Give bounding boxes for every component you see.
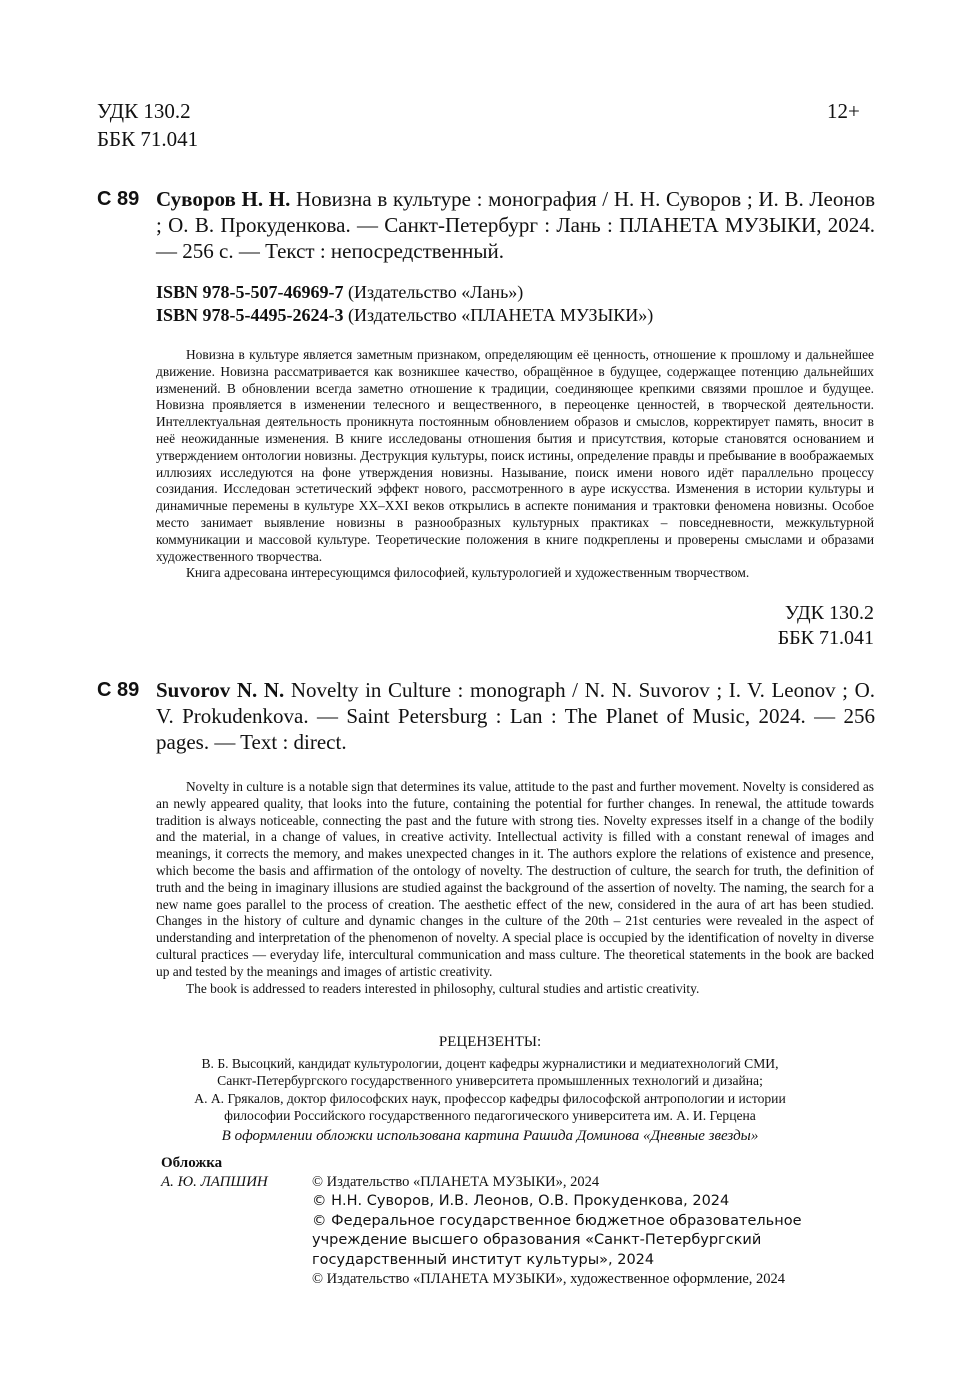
en-author: Suvorov N. N. [156,678,285,702]
copyright-line: учреждение высшего образования «Санкт-Петербургский [312,1232,762,1248]
ru-abstract-audience: Книга адресована интересующимся философией, культурологией и художественным творчеством. [186,565,750,581]
isbn-publisher: (Издательство «ПЛАНЕТА МУЗЫКИ») [343,305,654,325]
bbk-code: ББК 71.041 [777,627,874,649]
ru-entry-text [156,186,875,264]
reviewers-block [120,1034,860,1145]
isbn-block [156,281,653,327]
author-mark: С 89 [97,679,140,701]
cover-designer: А. Ю. ЛАПШИН [161,1174,268,1190]
copyright-line: © Издательство «ПЛАНЕТА МУЗЫКИ», 2024 [312,1174,600,1190]
isbn-number: ISBN 978-5-4495-2624-3 [156,305,344,325]
isbn-publisher: (Издательство «Лань») [343,282,524,302]
en-bibliographic-entry [97,677,875,755]
cover-credit-title: Обложка [161,1155,223,1171]
ru-classification-codes [700,601,874,651]
en-abstract-audience: The book is addressed to readers interested in philosophy, cultural studies and artistic creativity. [186,980,700,996]
isbn-line [156,281,653,304]
cover-artwork-note: В оформлении обложки использована картина Рашида Доминова «Дневные звезды» [221,1127,759,1144]
en-abstract-paragraph: Novelty in culture is a notable sign that determines its value, attitude to the past and further movement. Novelty is considered as an newly appeared quality, that looks into the future, containing the potential for further changes. In renewal, the attitude towards tradition is always noticeable, connecting the past and the future with strong ties. Novelty expresses itself in a change of the bodily and the material, in a change of values, in creative activity. Intellectual activity is filled with a constant renewal of images and meanings, it corrects the memory, and makes unexpected changes in it. The authors explore the relations of existence and presence, which become the basis and affirmation of the ontology of novelty. The destruction of culture, the search for truth, the definition of truth and the being in imaginary illusions are studied against the background of the assertion of novelty. The naming, the search for a new name goes parallel to the process of creation. The aesthetic effect of the new, considered in the aura of art has been studied. Changes in the history of culture and dynamic changes in the culture of the 20th – 21st centuries were revealed in the aspect of understanding and interpretation of the phenomenon of novelty. A special place is occupied by the identification of novelty in diverse cultural practices — everyday life, intercultural communication and mass culture. The theoretical statements in the book are backed up and tested by the meanings and images of artistic creativity. [156,779,874,979]
ru-abstract-paragraph: Новизна в культуре является заметным признаком, определяющим её ценность, отношение к прошлому и дальнейшее движение. Новизна рассматривается как возникшее качество, обращённое в будущее, содержащее потенцию дальнейших изменений. В обновлении всегда заметно отношение к традиции, соединяющее крепкими связями прошлое и будущее. Новизна проявляется в изменении телесного и вещественного, в переоценке ценностей, в творческой деятельности. Интеллектуальная деятельность проникнута постоянным обновлением образов и смыслов, корректирует память, вносит в неё неожиданные изменения. В книге исследованы отношения бытия и присутствия, которые становятся основанием и утверждением онтологии новизны. Деструкция культуры, поиск истины, определение правды и пребывание в воображаемых иллюзиях исследуются на фоне утверждения новизны. Называние, поиск имени нового идёт параллельно процессу созидания. Исследован эстетический эффект нового, рассмотренного в ауре искусства. Изменения в истории культуры и динамичные перемены в культуре XX–XXI веков открылись в аспекте понимания и трактовки феномена новизны. Особое место занимает выявление новизны в разнообразных культурных практиках – повседневности, межкультурной коммуникации и массовой культуре. Теоретические положения в книге подкреплены и проверены смыслами и образами художественного творчества. [156,347,874,564]
copyright-line: © Федеральное государственное бюджетное образовательное [312,1212,802,1229]
copyright-block [312,1173,872,1289]
author-mark: С 89 [97,188,140,210]
en-entry-text [156,677,875,755]
isbn-number: ISBN 978-5-507-46969-7 [156,282,344,302]
isbn-line [156,304,653,327]
reviewer-line: А. А. Грякалов, доктор философских наук, профессор кафедры философской антропологии и истории [194,1090,786,1106]
reviewer-line: Санкт-Петербургского государственного университета промышленных технологий и дизайна; [217,1073,763,1088]
udk-code: УДК 130.2 [97,99,191,123]
ru-abstract [156,347,874,582]
reviewer-line: философии Российского государственного педагогического университета им. А. И. Герцена [224,1108,756,1123]
bbk-code: ББК 71.041 [97,127,199,151]
copyright-line: государственный институт культуры», 2024 [312,1251,655,1268]
copyright-line: © Издательство «ПЛАНЕТА МУЗЫКИ», художественное оформление, 2024 [312,1271,786,1287]
en-entry-description: Novelty in Culture : monograph / N. N. Suvorov ; I. V. Leonov ; O. V. Prokudenkova. — Saint Petersburg : Lan : The Planet of Music, 2024. — 256 pages. — Text : direct. [156,678,875,754]
reviewers-heading: РЕЦЕНЗЕНТЫ: [438,1034,542,1050]
udk-code: УДК 130.2 [784,602,874,624]
ru-bibliographic-entry [97,186,875,264]
en-abstract [156,779,874,997]
ru-entry-description: Новизна в культуре : монография / Н. Н. Суворов ; И. В. Леонов ; О. В. Прокуденкова. — Санкт-Петербург : Лань : ПЛАНЕТА МУЗЫКИ, 2024. — 256 с. — Текст : непосредственный. [156,187,875,263]
age-rating: 12+ [827,99,860,123]
copyright-line: © Н.Н. Суворов, И.В. Леонов, О.В. Прокуденкова, 2024 [312,1193,730,1209]
ru-author: Суворов Н. Н. [156,187,291,211]
top-classification-codes [97,97,198,153]
reviewer-line: В. Б. Высоцкий, кандидат культурологии, доцент кафедры журналистики и медиатехнологий СМИ, [201,1055,779,1071]
